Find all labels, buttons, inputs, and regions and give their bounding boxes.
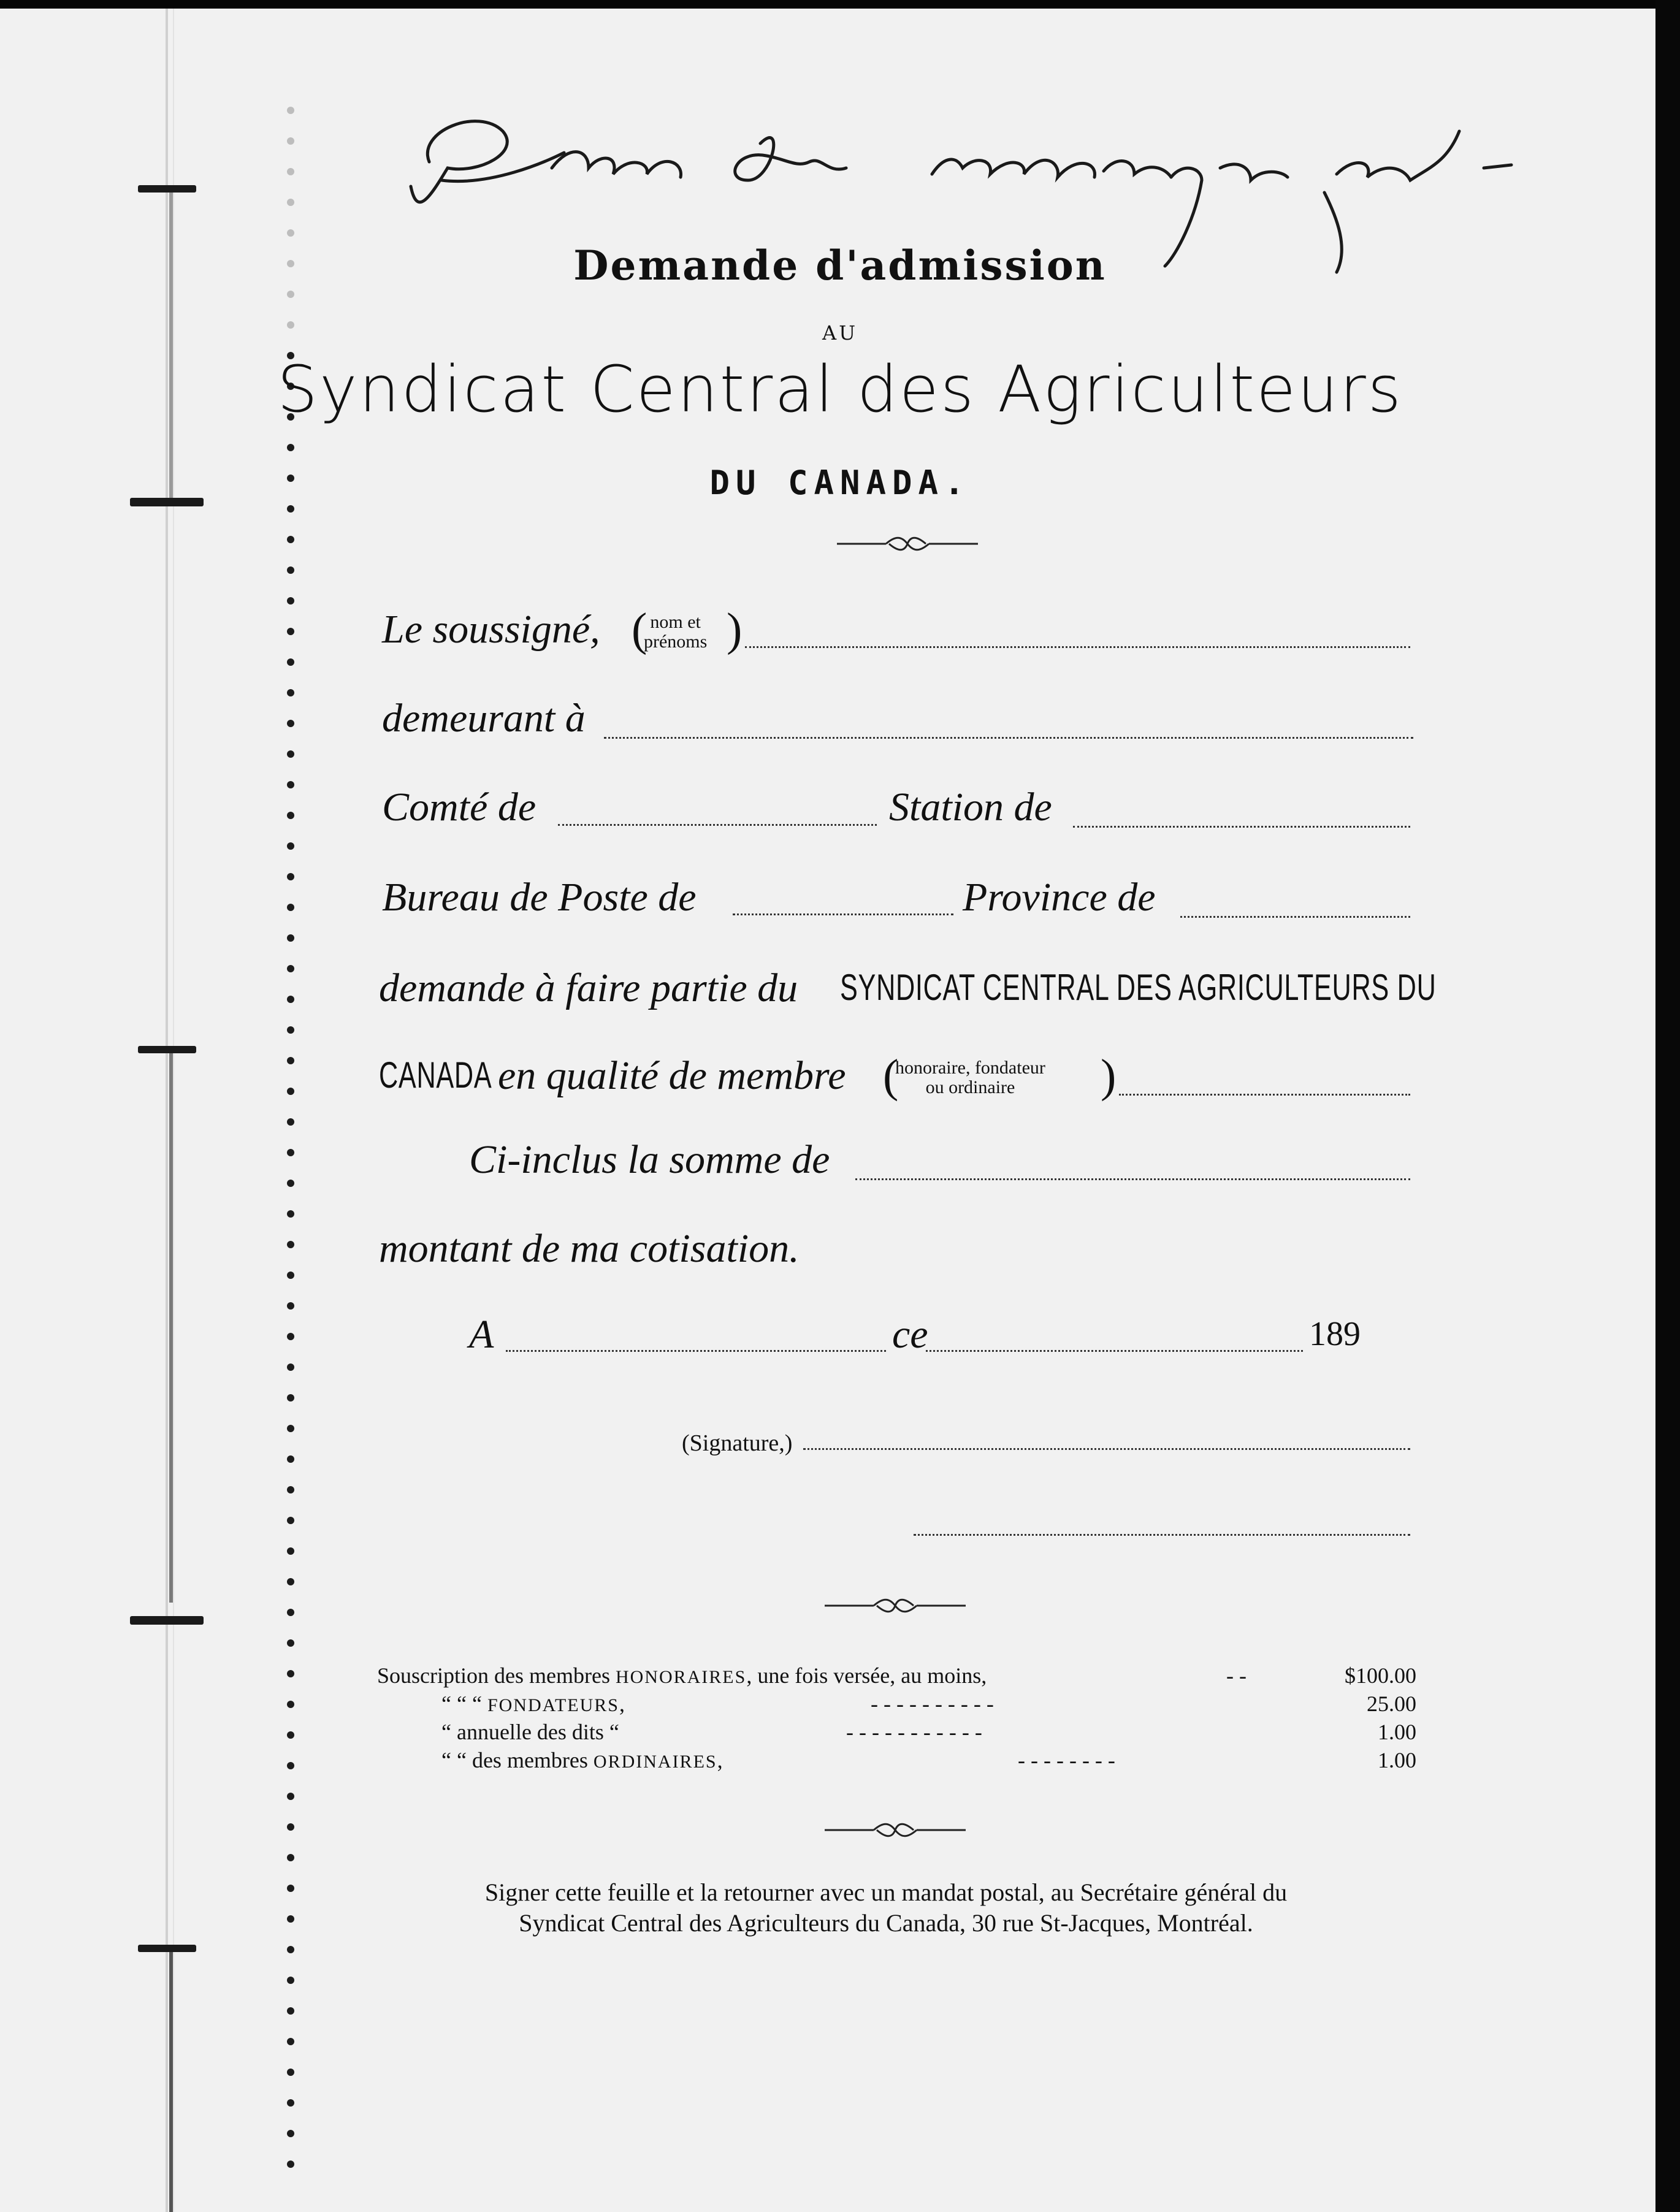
perforation-hole: [287, 1455, 294, 1463]
perforation-hole: [287, 812, 294, 819]
soussigne-note: nom et prénoms: [644, 612, 708, 652]
fee-dashes: - - - - - - - - - -: [871, 1691, 994, 1716]
place-label: A: [469, 1312, 494, 1357]
perforation-hole: [287, 1977, 294, 1984]
perforation-hole: [287, 1272, 294, 1279]
date-field[interactable]: [926, 1345, 1303, 1352]
perforation-hole: [287, 1394, 294, 1402]
perforation-hole: [287, 1854, 294, 1861]
signature-field[interactable]: [803, 1443, 1410, 1450]
perforation-hole: [287, 1180, 294, 1187]
scan-border-top: [0, 0, 1680, 9]
perforation-hole: [287, 1333, 294, 1340]
perforation-hole: [287, 229, 294, 237]
binding-thread: [169, 1051, 173, 1603]
perforation-hole: [287, 566, 294, 574]
perforation-hole: [287, 1302, 294, 1310]
handwritten-note-text: Prière de renvoyer signé: [405, 94, 411, 95]
ornament-divider: [837, 536, 978, 552]
perforation-hole: [287, 1363, 294, 1371]
perforation-hole: [287, 689, 294, 696]
residence-field[interactable]: [604, 732, 1413, 739]
signature-label: (Signature,): [682, 1430, 793, 1456]
perforation-hole: [287, 658, 294, 666]
name-field[interactable]: [745, 641, 1410, 648]
qualite-text: en qualité de membre: [498, 1053, 846, 1098]
station-field[interactable]: [1073, 821, 1410, 828]
bureau-label: Bureau de Poste de: [382, 875, 697, 920]
form-title: Demande d'admission: [573, 242, 1107, 289]
paren-close: ): [1101, 1050, 1117, 1102]
perforation-hole: [287, 996, 294, 1003]
staple: [138, 1945, 196, 1952]
perforation-hole: [287, 2038, 294, 2045]
perforation-hole: [287, 1149, 294, 1156]
form-page: [0, 9, 1655, 2212]
syndicat-caps-text: SYNDICAT CENTRAL DES AGRICULTEURS DU: [840, 967, 1437, 1008]
perforation-hole: [287, 628, 294, 635]
perforation-hole: [287, 1425, 294, 1432]
perforation-hole: [287, 291, 294, 298]
perforation-hole: [287, 2130, 294, 2137]
perforation-hole: [287, 1731, 294, 1739]
fee-row-ordinaires: “ “ des membres ORDINAIRES,: [441, 1748, 723, 1772]
perforation-hole: [287, 842, 294, 850]
perforation-hole: [287, 1762, 294, 1769]
perforation-hole: [287, 1517, 294, 1524]
perforation-hole: [287, 1210, 294, 1218]
staple: [138, 1046, 196, 1053]
perforation-hole: [287, 1057, 294, 1064]
perforation-hole: [287, 1946, 294, 1953]
perforation-hole: [287, 904, 294, 911]
year-label: 189: [1309, 1315, 1361, 1353]
comte-label: Comté de: [382, 785, 536, 830]
perforation-hole: [287, 781, 294, 788]
paren-open: (: [632, 604, 647, 655]
footer-line-2: Syndicat Central des Agriculteurs du Canada, 30 rue St-Jacques, Montréal.: [519, 1909, 1253, 1937]
perforation-hole: [287, 1823, 294, 1831]
post-office-field[interactable]: [733, 909, 953, 915]
province-field[interactable]: [1180, 911, 1410, 918]
station-label: Station de: [889, 785, 1052, 830]
perforation-hole: [287, 1793, 294, 1800]
fee-amount: 25.00: [1367, 1691, 1416, 1716]
perforation-hole: [287, 1670, 294, 1677]
perforation-hole: [287, 444, 294, 451]
perforation-hole: [287, 1885, 294, 1892]
montant-label: montant de ma cotisation.: [379, 1226, 800, 1271]
place-field[interactable]: [506, 1345, 886, 1352]
soussigne-label: Le soussigné,: [382, 607, 600, 652]
perforation-hole: [287, 1486, 294, 1493]
ornament-divider: [825, 1598, 966, 1614]
county-field[interactable]: [558, 819, 877, 826]
date-label: ce: [892, 1312, 928, 1357]
paren-close: ): [727, 604, 743, 655]
perforation-hole: [287, 1118, 294, 1126]
perforation-hole: [287, 107, 294, 114]
perforation-hole: [287, 750, 294, 758]
perforation-hole: [287, 1915, 294, 1923]
perforation-hole: [287, 199, 294, 206]
fee-dashes: - - - - - - - - - - -: [846, 1720, 982, 1744]
organization-name: Syndicat Central des Agriculteurs: [277, 352, 1403, 427]
perforation-hole: [287, 1609, 294, 1616]
perforation-hole: [287, 1241, 294, 1248]
footer-instructions: [343, 1877, 1429, 1939]
fee-dashes: - - - - - - - -: [1018, 1748, 1115, 1772]
amount-field[interactable]: [855, 1173, 1410, 1180]
perforation-hole: [287, 2007, 294, 2015]
perforation-hole: [287, 2161, 294, 2168]
membership-type-field[interactable]: [1119, 1089, 1410, 1096]
province-label: Province de: [963, 875, 1156, 920]
binding-thread: [169, 1946, 173, 2212]
inclus-label: Ci-inclus la somme de: [469, 1137, 830, 1182]
perforation-hole: [287, 720, 294, 727]
perforation-hole: [287, 2069, 294, 2076]
fee-row-fondateurs: “ “ “ FONDATEURS,: [441, 1691, 625, 1716]
fee-amount: 1.00: [1378, 1748, 1416, 1772]
perforation-hole: [287, 1547, 294, 1555]
perforation-hole: [287, 1701, 294, 1708]
demeurant-label: demeurant à: [382, 696, 586, 741]
perforation-hole: [287, 1088, 294, 1095]
perforation-hole: [287, 536, 294, 543]
perforation-hole: [287, 1026, 294, 1034]
ornament-divider: [825, 1822, 966, 1838]
fee-row-honoraires: Souscription des membres HONORAIRES, une fois versée, au moins,: [377, 1663, 987, 1688]
perforation-hole: [287, 168, 294, 175]
fee-dashes: - -: [1226, 1663, 1247, 1688]
fee-row-annuelle: “ annuelle des dits “: [441, 1720, 619, 1744]
binding-thread: [169, 193, 173, 499]
qualite-note: honoraire, fondateur ou ordinaire: [895, 1058, 1045, 1097]
demande-text: demande à faire partie du: [379, 966, 798, 1010]
perforation-hole: [287, 137, 294, 145]
fee-amount: 1.00: [1378, 1720, 1416, 1744]
perforation-hole: [287, 1578, 294, 1585]
perforation-hole: [287, 965, 294, 972]
footer-line-1: Signer cette feuille et la retourner avec un mandat postal, au Secrétaire général du: [484, 1878, 1288, 1906]
perforation-hole: [287, 1639, 294, 1647]
staple: [130, 1616, 204, 1625]
country-label: DU CANADA.: [709, 463, 971, 502]
perforation-hole: [287, 873, 294, 880]
fee-amount: $100.00: [1345, 1663, 1416, 1688]
perforation-hole: [287, 2099, 294, 2107]
signature-field-2[interactable]: [914, 1529, 1410, 1536]
staple: [138, 185, 196, 193]
au-label: AU: [822, 321, 858, 345]
canada-caps-text: CANADA: [379, 1055, 492, 1096]
perforation-hole: [287, 597, 294, 604]
perforation-hole: [287, 934, 294, 942]
perforation-hole: [287, 505, 294, 513]
paren-open: (: [883, 1050, 899, 1102]
